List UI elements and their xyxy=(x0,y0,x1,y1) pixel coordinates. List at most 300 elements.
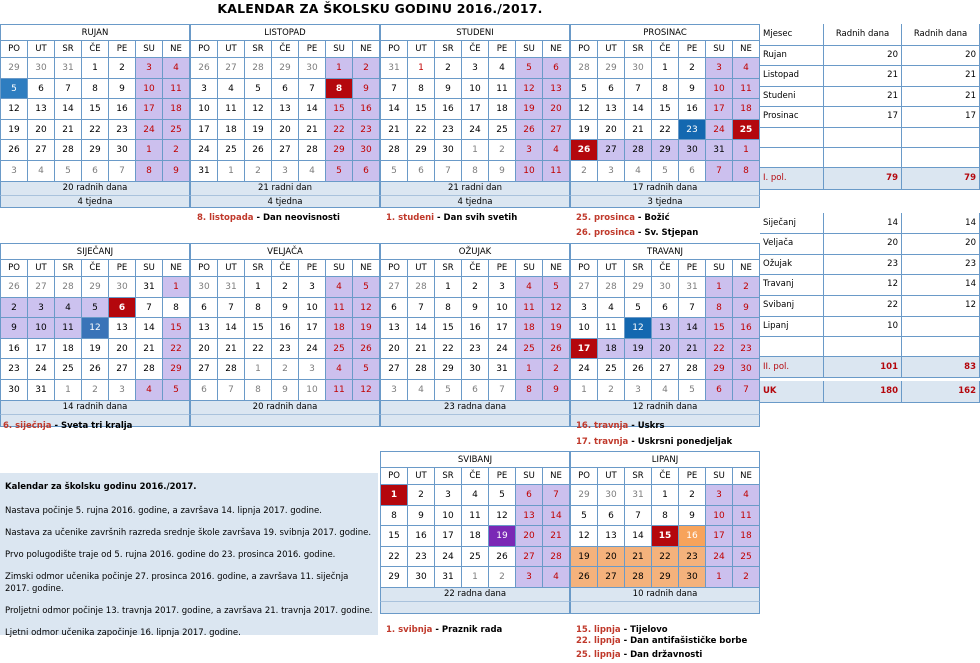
day-cell: 31 xyxy=(706,140,733,161)
day-cell: 8 xyxy=(136,161,163,182)
working-days-footer: 22 radna dana xyxy=(380,588,570,601)
day-cell: 8 xyxy=(652,79,679,100)
day-cell: 30 xyxy=(462,359,489,380)
day-cell: 2 xyxy=(462,277,489,298)
day-cell: 1 xyxy=(55,380,82,401)
day-cell: 17 xyxy=(299,318,326,339)
day-cell: 24 xyxy=(28,359,55,380)
day-cell: 30 xyxy=(652,277,679,298)
day-cell: 15 xyxy=(706,318,733,339)
day-cell: 18 xyxy=(462,526,489,547)
day-cell: 29 xyxy=(82,277,109,298)
day-cell: 20 xyxy=(28,120,55,141)
day-cell: 30 xyxy=(191,277,218,298)
day-cell: 13 xyxy=(272,99,299,120)
day-cell: 22 xyxy=(408,120,435,141)
weekday-header: PO xyxy=(191,41,218,58)
working-days-footer: 20 radnih dana xyxy=(190,401,380,414)
day-cell: 14 xyxy=(543,506,570,527)
day-cell: 5 xyxy=(353,277,380,298)
day-cell: 6 xyxy=(679,161,706,182)
stats-cell: 21 xyxy=(824,65,902,87)
stats-cell: 79 xyxy=(902,168,980,190)
weekday-header: ČE xyxy=(272,41,299,58)
day-cell: 6 xyxy=(82,161,109,182)
stats-row xyxy=(760,106,980,127)
day-cell: 29 xyxy=(652,140,679,161)
weekday-header: UT xyxy=(408,41,435,58)
day-cell: 28 xyxy=(571,58,598,79)
day-cell: 4 xyxy=(598,298,625,319)
day-cell: 6 xyxy=(706,380,733,401)
day-cell: 1 xyxy=(652,58,679,79)
day-cell: 28 xyxy=(55,140,82,161)
day-cell: 16 xyxy=(109,99,136,120)
month-grid xyxy=(0,40,190,182)
day-cell: 7 xyxy=(381,79,408,100)
month-siječanj xyxy=(0,243,190,427)
day-cell: 23 xyxy=(462,339,489,360)
day-cell: 3 xyxy=(381,380,408,401)
day-cell: 12 xyxy=(245,99,272,120)
info-line: Proljetni odmor počinje 13. travnja 2017. godine, a završava 21. travnja 2017. godine. xyxy=(5,606,373,616)
day-cell: 16 xyxy=(462,318,489,339)
day-cell: 3 xyxy=(435,485,462,506)
day-cell: 29 xyxy=(381,567,408,588)
day-cell: 25 xyxy=(489,120,516,141)
day-cell: 8 xyxy=(516,380,543,401)
day-cell: 20 xyxy=(381,339,408,360)
day-cell: 4 xyxy=(218,79,245,100)
day-cell: 11 xyxy=(598,318,625,339)
month-prosinac xyxy=(570,24,760,208)
day-cell: 2 xyxy=(109,58,136,79)
day-cell: 11 xyxy=(489,79,516,100)
day-cell: 24 xyxy=(571,359,598,380)
day-cell: 2 xyxy=(733,277,760,298)
day-cell: 20 xyxy=(272,120,299,141)
day-cell: 31 xyxy=(28,380,55,401)
stats-cell: 14 xyxy=(824,213,902,235)
day-cell: 24 xyxy=(489,339,516,360)
day-cell: 21 xyxy=(625,120,652,141)
day-cell: 12 xyxy=(625,318,652,339)
day-cell: 5 xyxy=(1,79,28,100)
day-cell: 11 xyxy=(55,318,82,339)
day-cell: 3 xyxy=(28,298,55,319)
stats-cell: 14 xyxy=(902,274,980,296)
day-cell: 12 xyxy=(1,99,28,120)
stats-cell: Veljača xyxy=(760,233,824,255)
day-cell: 30 xyxy=(1,380,28,401)
info-line: Nastava počinje 5. rujna 2016. godine, a završava 14. lipnja 2017. godine. xyxy=(5,506,322,516)
day-cell: 14 xyxy=(408,318,435,339)
stats-row xyxy=(760,254,980,275)
weekday-header: ČE xyxy=(82,260,109,277)
weekday-header: NE xyxy=(733,468,760,485)
weekday-header: SU xyxy=(326,41,353,58)
weekday-header: UT xyxy=(598,260,625,277)
weeks-footer: 4 tjedna xyxy=(380,195,570,208)
day-cell: 6 xyxy=(652,298,679,319)
day-cell: 3 xyxy=(598,161,625,182)
day-cell: 1 xyxy=(82,58,109,79)
day-cell: 27 xyxy=(191,359,218,380)
day-cell: 2 xyxy=(272,277,299,298)
month-ožujak xyxy=(380,243,570,427)
weekday-header: NE xyxy=(353,260,380,277)
day-cell: 1 xyxy=(408,58,435,79)
stats-row xyxy=(760,295,980,316)
day-cell: 17 xyxy=(136,99,163,120)
day-cell: 19 xyxy=(516,99,543,120)
day-cell: 30 xyxy=(679,140,706,161)
day-cell: 23 xyxy=(679,120,706,141)
stats-cell: 14 xyxy=(902,213,980,235)
day-cell: 15 xyxy=(652,99,679,120)
day-cell: 28 xyxy=(381,140,408,161)
working-days-footer: 10 radnih dana xyxy=(570,588,760,601)
weekday-header: SR xyxy=(625,468,652,485)
day-cell: 28 xyxy=(245,58,272,79)
day-cell: 21 xyxy=(408,339,435,360)
weekday-header: SU xyxy=(516,41,543,58)
stats-cell: 12 xyxy=(902,295,980,317)
day-cell: 7 xyxy=(218,298,245,319)
day-cell: 18 xyxy=(516,318,543,339)
day-cell: 27 xyxy=(543,120,570,141)
day-cell: 6 xyxy=(272,79,299,100)
weekday-header: PO xyxy=(1,260,28,277)
day-cell: 14 xyxy=(625,526,652,547)
month-name: LIPANJ xyxy=(570,451,760,467)
day-cell: 8 xyxy=(245,298,272,319)
day-cell: 14 xyxy=(381,99,408,120)
day-cell: 21 xyxy=(55,120,82,141)
weekday-header: PE xyxy=(489,41,516,58)
day-cell: 4 xyxy=(462,485,489,506)
weekday-header: PE xyxy=(299,260,326,277)
day-cell: 27 xyxy=(598,140,625,161)
day-cell: 24 xyxy=(462,120,489,141)
day-cell: 1 xyxy=(245,277,272,298)
day-cell: 14 xyxy=(679,318,706,339)
working-days-footer: 12 radnih dana xyxy=(570,401,760,414)
weekday-header: NE xyxy=(543,260,570,277)
day-cell: 29 xyxy=(326,140,353,161)
info-line: Nastava za učenike završnih razreda srednje škole završava 19. svibnja 2017. godine. xyxy=(5,528,372,538)
day-cell: 9 xyxy=(679,506,706,527)
day-cell: 5 xyxy=(625,298,652,319)
month-veljača xyxy=(190,243,380,427)
weekday-header: SU xyxy=(516,468,543,485)
day-cell: 4 xyxy=(299,161,326,182)
day-cell: 26 xyxy=(571,140,598,161)
day-cell: 17 xyxy=(706,526,733,547)
day-cell: 2 xyxy=(679,485,706,506)
day-cell: 22 xyxy=(245,339,272,360)
day-cell: 11 xyxy=(326,380,353,401)
day-cell: 7 xyxy=(299,79,326,100)
day-cell: 11 xyxy=(163,79,190,100)
day-cell: 25 xyxy=(55,359,82,380)
day-cell: 4 xyxy=(326,359,353,380)
weekday-header: SU xyxy=(136,260,163,277)
day-cell: 26 xyxy=(1,277,28,298)
day-cell: 10 xyxy=(28,318,55,339)
day-cell: 18 xyxy=(55,339,82,360)
day-cell: 4 xyxy=(136,380,163,401)
info-box xyxy=(0,473,378,638)
weekday-header: ČE xyxy=(652,468,679,485)
day-cell: 21 xyxy=(543,526,570,547)
day-cell: 30 xyxy=(625,58,652,79)
holiday-note: 1. studeni - Dan svih svetih xyxy=(386,213,518,223)
day-cell: 31 xyxy=(55,58,82,79)
weekday-header: PO xyxy=(381,260,408,277)
day-cell: 8 xyxy=(245,380,272,401)
weekday-header: SU xyxy=(706,468,733,485)
weekday-header: ČE xyxy=(272,260,299,277)
day-cell: 4 xyxy=(55,298,82,319)
weekday-header: UT xyxy=(218,260,245,277)
stats-cell: Siječanj xyxy=(760,213,824,235)
day-cell: 14 xyxy=(218,318,245,339)
weeks-footer: 4 tjedna xyxy=(190,195,380,208)
day-cell: 20 xyxy=(516,526,543,547)
day-cell: 21 xyxy=(679,339,706,360)
day-cell: 20 xyxy=(652,339,679,360)
month-name: RUJAN xyxy=(0,24,190,40)
stats-cell: 22 xyxy=(824,295,902,317)
day-cell: 17 xyxy=(489,318,516,339)
weekday-header: UT xyxy=(218,41,245,58)
day-cell: 22 xyxy=(82,120,109,141)
holiday-note: 8. listopada - Dan neovisnosti xyxy=(197,213,340,223)
day-cell: 10 xyxy=(299,380,326,401)
weekday-header: ČE xyxy=(82,41,109,58)
stats-cell: 20 xyxy=(902,45,980,67)
stats-cell: 17 xyxy=(824,106,902,128)
weekday-header: SR xyxy=(55,41,82,58)
day-cell: 27 xyxy=(598,567,625,588)
weekday-header: NE xyxy=(733,260,760,277)
weekday-header: SR xyxy=(435,41,462,58)
day-cell: 27 xyxy=(381,277,408,298)
stats-cell: 180 xyxy=(824,381,902,403)
day-cell: 8 xyxy=(326,79,353,100)
day-cell: 20 xyxy=(191,339,218,360)
working-days-footer: 14 radnih dana xyxy=(0,401,190,414)
day-cell: 25 xyxy=(326,339,353,360)
day-cell: 7 xyxy=(55,79,82,100)
day-cell: 28 xyxy=(136,359,163,380)
day-cell: 16 xyxy=(272,318,299,339)
day-cell: 29 xyxy=(408,140,435,161)
day-cell: 4 xyxy=(543,140,570,161)
day-cell: 28 xyxy=(543,547,570,568)
day-cell: 6 xyxy=(516,485,543,506)
day-cell: 2 xyxy=(489,567,516,588)
day-cell: 17 xyxy=(435,526,462,547)
day-cell: 28 xyxy=(625,567,652,588)
day-cell: 4 xyxy=(733,485,760,506)
stats-cell: Travanj xyxy=(760,274,824,296)
day-cell: 2 xyxy=(1,298,28,319)
weekday-header: SR xyxy=(435,468,462,485)
day-cell: 6 xyxy=(598,79,625,100)
weekday-header: SU xyxy=(706,41,733,58)
day-cell: 15 xyxy=(435,318,462,339)
day-cell: 18 xyxy=(733,526,760,547)
month-grid xyxy=(380,259,570,401)
day-cell: 2 xyxy=(598,380,625,401)
weekday-header: NE xyxy=(543,41,570,58)
day-cell: 1 xyxy=(326,58,353,79)
day-cell: 13 xyxy=(109,318,136,339)
stats-cell: Studeni xyxy=(760,86,824,108)
day-cell: 5 xyxy=(55,161,82,182)
day-cell: 20 xyxy=(598,120,625,141)
day-cell: 1 xyxy=(733,140,760,161)
day-cell: 17 xyxy=(28,339,55,360)
day-cell: 26 xyxy=(82,359,109,380)
day-cell: 27 xyxy=(516,547,543,568)
weeks-footer: 4 tjedna xyxy=(0,195,190,208)
day-cell: 13 xyxy=(652,318,679,339)
month-grid xyxy=(190,40,380,182)
day-cell: 5 xyxy=(381,161,408,182)
day-cell: 14 xyxy=(625,99,652,120)
day-cell: 28 xyxy=(598,277,625,298)
weekday-header: ČE xyxy=(462,260,489,277)
working-days-footer: 20 radnih dana xyxy=(0,182,190,195)
day-cell: 6 xyxy=(191,298,218,319)
day-cell: 9 xyxy=(435,79,462,100)
holiday-note: 17. travnja - Uskrsni ponedjeljak xyxy=(576,437,733,447)
day-cell: 21 xyxy=(136,339,163,360)
day-cell: 15 xyxy=(408,99,435,120)
day-cell: 26 xyxy=(571,567,598,588)
day-cell: 16 xyxy=(1,339,28,360)
day-cell: 1 xyxy=(163,277,190,298)
day-cell: 9 xyxy=(272,298,299,319)
month-grid xyxy=(0,259,190,401)
day-cell: 30 xyxy=(109,140,136,161)
month-listopad xyxy=(190,24,380,208)
day-cell: 8 xyxy=(163,298,190,319)
day-cell: 5 xyxy=(516,58,543,79)
day-cell: 8 xyxy=(733,161,760,182)
working-days-footer: 23 radna dana xyxy=(380,401,570,414)
weekday-header: SU xyxy=(706,260,733,277)
day-cell: 1 xyxy=(516,359,543,380)
weekday-header: ČE xyxy=(462,468,489,485)
day-cell: 23 xyxy=(408,547,435,568)
month-grid xyxy=(570,259,760,401)
stats-grand-total-row xyxy=(760,381,980,402)
day-cell: 27 xyxy=(28,140,55,161)
day-cell: 6 xyxy=(28,79,55,100)
day-cell: 30 xyxy=(598,485,625,506)
weekday-header: PE xyxy=(489,468,516,485)
stats-row xyxy=(760,213,980,234)
day-cell: 9 xyxy=(489,161,516,182)
weekday-header: PE xyxy=(679,468,706,485)
day-cell: 6 xyxy=(462,380,489,401)
day-cell: 9 xyxy=(679,79,706,100)
day-cell: 24 xyxy=(706,547,733,568)
day-cell: 11 xyxy=(218,99,245,120)
month-grid xyxy=(380,40,570,182)
day-cell: 17 xyxy=(706,99,733,120)
weekday-header: SU xyxy=(516,260,543,277)
day-cell: 7 xyxy=(218,380,245,401)
day-cell: 14 xyxy=(299,99,326,120)
day-cell: 11 xyxy=(733,79,760,100)
info-line: Prvo polugodište traje od 5. rujna 2016. godine do 23. prosinca 2016. godine. xyxy=(5,550,336,560)
day-cell: 18 xyxy=(598,339,625,360)
day-cell: 1 xyxy=(462,140,489,161)
day-cell: 20 xyxy=(109,339,136,360)
day-cell: 3 xyxy=(706,485,733,506)
day-cell: 2 xyxy=(543,359,570,380)
month-grid xyxy=(380,467,570,588)
stats-cell: 162 xyxy=(902,381,980,403)
month-name: SIJEČANJ xyxy=(0,243,190,259)
day-cell: 31 xyxy=(679,277,706,298)
day-cell: 10 xyxy=(136,79,163,100)
day-cell: 8 xyxy=(652,506,679,527)
day-cell: 10 xyxy=(516,161,543,182)
day-cell: 2 xyxy=(82,380,109,401)
day-cell: 8 xyxy=(82,79,109,100)
day-cell: 8 xyxy=(381,506,408,527)
day-cell: 2 xyxy=(435,58,462,79)
day-cell: 17 xyxy=(571,339,598,360)
day-cell: 4 xyxy=(543,567,570,588)
stats-cell: 20 xyxy=(902,233,980,255)
day-cell: 18 xyxy=(733,99,760,120)
day-cell: 30 xyxy=(408,567,435,588)
day-cell: 4 xyxy=(408,380,435,401)
month-travanj xyxy=(570,243,760,427)
weekday-header: PE xyxy=(299,41,326,58)
day-cell: 15 xyxy=(326,99,353,120)
day-cell: 26 xyxy=(353,339,380,360)
day-cell: 2 xyxy=(245,161,272,182)
day-cell: 3 xyxy=(706,58,733,79)
holiday-note: 25. lipnja - Dan državnosti xyxy=(576,650,703,660)
day-cell: 19 xyxy=(353,318,380,339)
day-cell: 21 xyxy=(299,120,326,141)
weekday-header: NE xyxy=(733,41,760,58)
weeks-footer xyxy=(190,414,380,427)
weekday-header: SR xyxy=(435,260,462,277)
day-cell: 4 xyxy=(326,277,353,298)
stats-cell: Lipanj xyxy=(760,316,824,338)
day-cell: 25 xyxy=(163,120,190,141)
day-cell: 30 xyxy=(679,567,706,588)
working-days-footer: 21 radni dan xyxy=(380,182,570,195)
stats-cell: 10 xyxy=(824,316,902,338)
day-cell: 27 xyxy=(218,58,245,79)
day-cell: 7 xyxy=(706,161,733,182)
day-cell: 5 xyxy=(163,380,190,401)
day-cell: 19 xyxy=(543,318,570,339)
day-cell: 27 xyxy=(109,359,136,380)
month-name: TRAVANJ xyxy=(570,243,760,259)
